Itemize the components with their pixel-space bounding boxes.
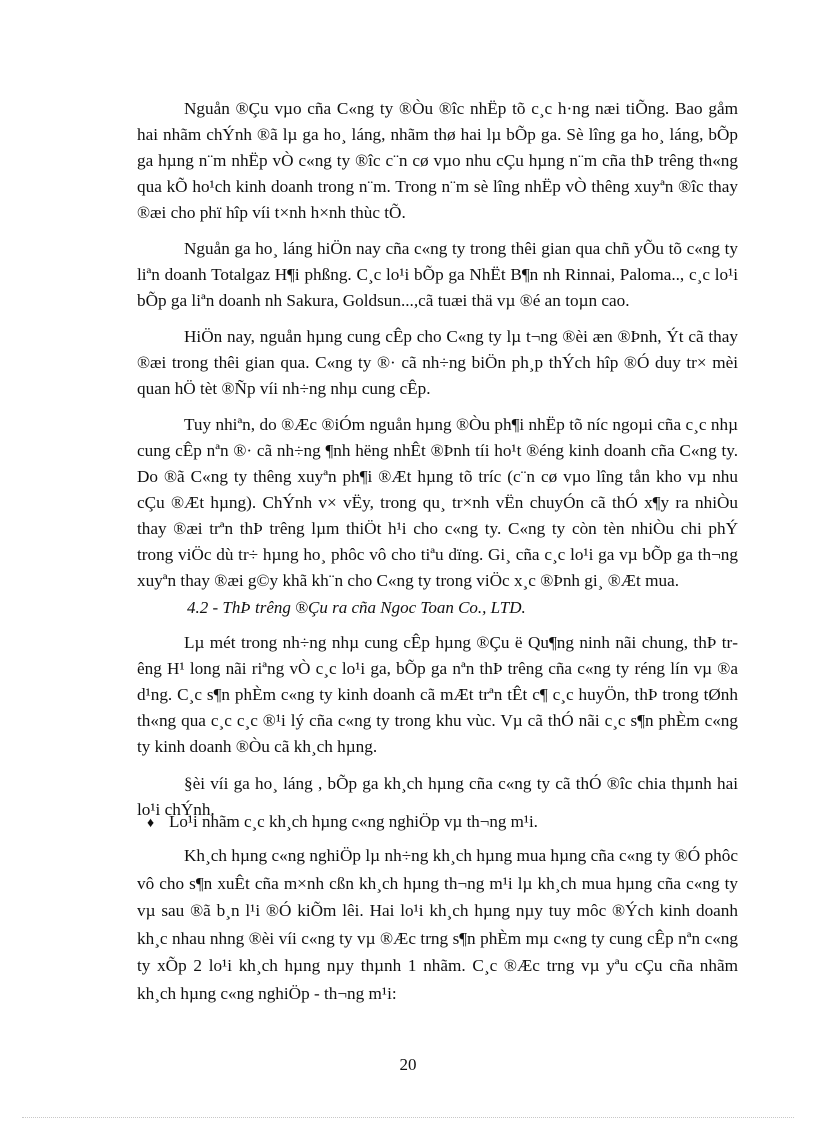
page-number: 20 — [399, 1055, 417, 1074]
paragraph-customer-groups: §èi víi ga ho¸ láng , bÕp ga kh¸ch hµng cña c«ng ty cã thÓ ®îc chia thµnh hai lo¹i chÝnh. — [137, 774, 738, 819]
body-section-3 — [137, 842, 738, 1007]
paragraph-gas-sources: Nguån ga ho¸ láng hiÖn nay cña c«ng ty trong thêi gian qua chñ yÕu tõ c«ng ty liªn doanh Totalgaz H¶i phßng. C¸c lo¹i bÕp ga NhËt B¶n nh Rinnai, Paloma.., c¸c lo¹i bÕp ga liªn doanh nh Sakura, Goldsun...,cã tuæi thä vµ ®é an toµn cao. — [137, 239, 738, 310]
paragraph-industrial-customers: Kh¸ch hµng c«ng nghiÖp lµ nh÷ng kh¸ch hµng mua hµng cña c«ng ty ®Ó phôc vô cho s¶n xuÊt cña m×nh cßn kh¸ch hµng th¬ng m¹i lµ kh¸ch mua hµng cña c«ng ty vµ sau ®ã b¸n l¹i ®Ó kiÕm lêi. Hai lo¹i kh¸ch hµng nµy tuy môc ®Ých kinh doanh kh¸c nhau nhng ®èi víi c«ng ty vµ ®Æc trng s¶n phÈm mµ c«ng ty cung cÊp nªn c«ng ty xÕp 2 lo¹i kh¸ch hµng nµy thµnh 1 nhãm. C¸c ®Æc trng vµ yªu cÇu cña nhãm kh¸ch hµng c«ng nghiÖp - th¬ng m¹i: — [137, 846, 738, 1003]
body-section-2 — [137, 624, 738, 823]
paragraph-import-impact: Tuy nhiªn, do ®Æc ®iÓm nguån hµng ®Òu ph¶i nhËp tõ níc ngoµi cña c¸c nhµ cung cÊp nªn ®· cã nh÷ng ¶nh hëng nhÊt ®Þnh tíi ho¹t ®éng kinh doanh cña C«ng ty. Do ®ã C«ng ty thêng xuyªn ph¶i ®Æt hµng tõ tríc (c¨n cø vµo lîng tån kho vµ nhu cÇu ®Æt hµng). ChÝnh v× vËy, trong qu¸ tr×nh vËn chuyÓn cã thÓ x¶y ra nhiÒu thay ®æi trªn thÞ trêng lµm thiÖt h¹i cho c«ng ty. C«ng ty còn tèn nhiÒu chi phÝ trong viÖc dù tr÷ hµng ho¸ phôc vô cho tiªu dïng. Gi¸ cña c¸c lo¹i ga vµ bÕp ga th¬ng xuyªn thay ®æi g©y khã kh¨n cho C«ng ty trong viÖc x¸c ®Þnh gi¸ ®Æt mua. — [137, 415, 738, 590]
diamond-bullet-icon: ♦ — [147, 816, 155, 831]
bullet-item — [147, 812, 538, 832]
page-footer-divider — [22, 1117, 794, 1118]
paragraph-input-sources: Nguån ®Çu vµo cña C«ng ty ®Òu ®îc nhËp tõ c¸c h·ng næi tiÕng. Bao gåm hai nhãm chÝnh ®ã lµ ga ho¸ láng, nhãm thø hai lµ bÕp ga. Sè lîng ga ho¸ láng, bÕp ga hµng n¨m nhËp vÒ c«ng ty ®îc c¨n cø vµo nhu cÇu hµng n¨m cña thÞ trêng th«ng qua kÕ ho¹ch kinh doanh trong n¨m. Trong n¨m sè lîng nhËp vÒ thêng xuyªn ®îc thay ®æi cho phï hîp víi t×nh h×nh thùc tÕ. — [137, 99, 738, 222]
section-heading: 4.2 - ThÞ trêng ®Çu ra cña Ngoc Toan Co., LTD. — [187, 598, 526, 617]
body-section-1 — [137, 96, 738, 594]
paragraph-supply-stability: HiÖn nay, nguån hµng cung cÊp cho C«ng ty lµ t¬ng ®èi æn ®Þnh, Ýt cã thay ®æi trong thêi gian qua. C«ng ty ®· cã nh÷ng biÖn ph¸p thÝch hîp ®Ó duy tr× mèi quan hÖ tèt ®Ñp víi nh÷ng nhµ cung cÊp. — [137, 327, 738, 398]
bullet-text: Lo¹i nhãm c¸c kh¸ch hµng c«ng nghiÖp vµ th¬ng m¹i. — [169, 812, 538, 831]
paragraph-output-market: Lµ mét trong nh÷ng nhµ cung cÊp hµng ®Çu ë Qu¶ng ninh nãi chung, thÞ trêng H¹ long nãi riªng vÒ c¸c lo¹i ga, bÕp ga nªn thÞ trêng cña c«ng ty réng lín vµ ®a d¹ng. C¸c s¶n phÈm c«ng ty kinh doanh cã mÆt trªn tÊt c¶ c¸c huyÖn, thÞ trong tØnh th«ng qua c¸c c¸c ®¹i lý cña c«ng ty trong khu vùc. Vµ cã thÓ nãi c¸c s¶n phÈm c«ng ty kinh doanh ®Òu cã kh¸ch hµng. — [137, 633, 738, 756]
